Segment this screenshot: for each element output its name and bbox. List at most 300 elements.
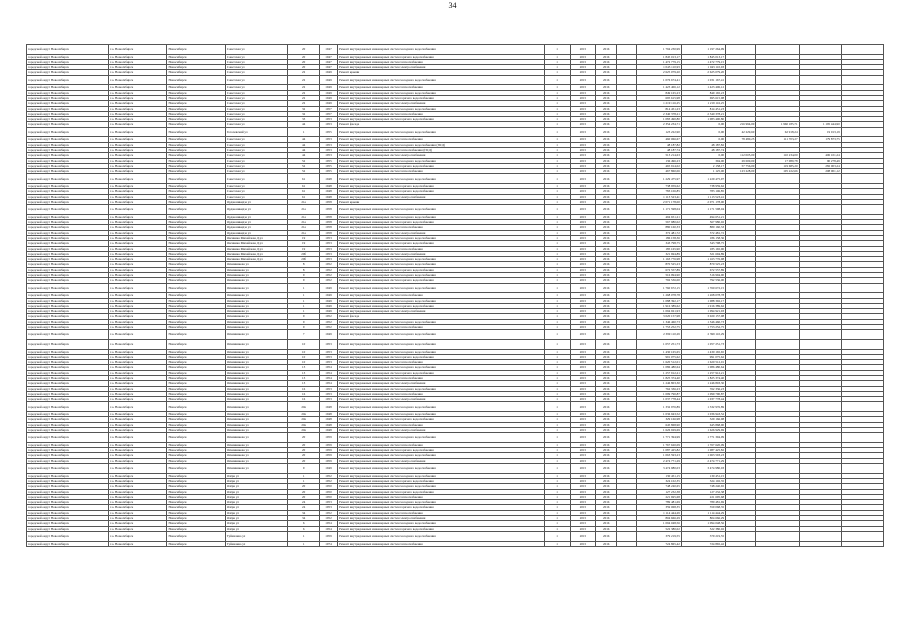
house-number-cell: 8 [288,267,319,272]
street-cell: Озёрн ул [225,489,288,494]
work-type-cell: Ремонт внутридомовых инженерных систем теплоснабжения [338,169,544,174]
fund-cost-cell: 1 114 444,29 [681,510,725,515]
extra-cost-3-cell [799,283,841,293]
extra-cost-1-cell [726,339,756,349]
house-number-cell: 10 [288,339,319,349]
work-type-cell: Ремонт внутридомовых инженерных систем холодного водоснабжения [338,339,544,349]
fund-cost-cell: 1 219 116,25 [681,101,725,106]
start-year-cell: 2015 [570,330,596,340]
total-cost-cell: 3 020 157,98 [637,314,681,319]
town-cell: Новосибирск [167,381,225,386]
work-type-cell: Ремонт внутридомовых инженерных систем холодного водоснабжения [338,75,544,85]
municipality-cell: городской округ Новосибирск [27,360,109,365]
end-year-cell: 2016 [596,427,617,432]
fund-cost-cell: 1 086 480,64 [681,365,725,370]
municipality-cell: городской округ Новосибирск [27,153,109,158]
work-type-cell: Ремонт внутридомовых инженерных систем электроснабжения [338,381,544,386]
municipality-cell: городской округ Новосибирск [27,303,109,308]
street-cell: Овчинникова ул [225,354,288,359]
town-cell: Новосибирск [167,412,225,417]
end-year-cell: 2016 [596,158,617,163]
end-year-cell: 2016 [596,59,617,64]
start-year-cell: 2015 [570,422,596,427]
extra-cost-3-cell [799,330,841,340]
count-cell: 1 [544,101,570,106]
extra-cost-1-cell: 57 756,00 [726,163,756,168]
year-cell: 1953 [319,386,337,391]
count-cell: 1 [544,75,570,85]
work-type-cell: Ремонт внутридомовых инженерных систем холодного водоснабжения [338,205,544,215]
fund-cost-cell: 1 246 803,30 [681,381,725,386]
total-cost-cell: 1 626 929,69 [637,427,681,432]
year-cell: 1953 [319,505,337,510]
start-year-cell: 2015 [570,376,596,381]
year-cell: 1949 [319,101,337,106]
fund-cost-cell: 394,00 [681,158,725,163]
total-cost-cell: 748 240,65 [637,484,681,489]
end-year-cell: 2016 [596,70,617,75]
year-cell: 1953 [319,137,337,142]
fund-cost-cell: 1 332 976,89 [681,402,725,412]
year-cell: 1953 [319,153,337,158]
count-cell: 1 [544,142,570,147]
total-cost-cell: 1 771 394,99 [637,433,681,443]
total-cost-cell: 880 160,33 [637,225,681,230]
street-cell: Овчинникова ул [225,349,288,354]
end-year-cell: 2016 [596,319,617,324]
count-cell: 1 [544,85,570,90]
town-cell: Новосибирск [167,309,225,314]
town-cell: Новосибирск [167,325,225,330]
town-cell: Новосибирск [167,541,225,546]
fund-cost-cell: 516 994,90 [681,273,725,278]
work-type-cell: Ремонт внутридомовых инженерных систем горячего водоснабжения [338,303,544,308]
extra-cost-2-cell: 105 222,66 [756,169,799,174]
end-year-cell: 2016 [596,137,617,142]
district-cell: г.о. Новосибирск [109,376,167,381]
year-cell: 1953 [319,235,337,240]
fund-cost-cell: 792 536,00 [681,278,725,283]
district-cell: г.о. Новосибирск [109,314,167,319]
work-type-cell: Ремонт внутридомовых инженерных систем горячего водоснабжения [338,189,544,194]
house-number-cell: 1 [288,293,319,298]
town-cell: Новосибирск [167,246,225,251]
house-number-cell: 19 [288,235,319,240]
count-cell: 1 [544,412,570,417]
extra-cost-1-cell [726,531,756,541]
total-cost-cell: 1 760 672,15 [637,283,681,293]
house-number-cell: 20а [288,422,319,427]
year-cell: 1947 [319,54,337,59]
extra-cost-2-cell [756,330,799,340]
total-cost-cell: 372 481,72 [637,230,681,235]
work-type-cell: Ремонт внутридомовых инженерных систем теплоснабжения [338,85,544,90]
year-cell: 1953 [319,354,337,359]
street-cell: Орджоникидзе ул [225,230,288,235]
district-cell: г.о. Новосибирск [109,70,167,75]
year-cell: 1952 [319,267,337,272]
fund-cost-cell: 695 615,98 [681,95,725,100]
street-cell: Советская ул [225,117,288,122]
fund-cost-cell: 1 423 406,12 [681,85,725,90]
work-type-cell: Ремонт крыши [338,70,544,75]
table-row [27,205,884,215]
start-year-cell: 2015 [570,75,596,85]
house-number-cell: 61 [288,189,319,194]
street-cell: Овчинникова ул [225,360,288,365]
end-year-cell: 2016 [596,75,617,85]
extra-cost-3-cell [799,433,841,443]
total-cost-cell: 1 229 475,97 [637,174,681,184]
count-cell: 1 [544,339,570,349]
street-cell: Овчинникова ул [225,283,288,293]
street-cell: Озёрн ул [225,473,288,478]
town-cell: Новосибирск [167,319,225,324]
work-type-cell: Ремонт внутридомовых инженерных систем теплоснабжения [338,293,544,298]
end-year-cell: 2016 [596,54,617,59]
start-year-cell: 2015 [570,137,596,142]
table-row [27,541,884,546]
town-cell: Новосибирск [167,339,225,349]
town-cell: Новосибирск [167,122,225,127]
town-cell: Новосибирск [167,500,225,505]
table-row [27,283,884,293]
municipality-cell: городской округ Новосибирск [27,422,109,427]
house-number-cell: 52 [288,163,319,168]
district-cell: г.о. Новосибирск [109,122,167,127]
municipality-cell: городской округ Новосибирск [27,541,109,546]
district-cell: г.о. Новосибирск [109,117,167,122]
end-year-cell: 2016 [596,354,617,359]
fund-cost-cell: 1 125,00 [681,169,725,174]
year-cell: 1948 [319,174,337,184]
start-year-cell: 2015 [570,147,596,152]
start-year-cell: 2015 [570,246,596,251]
municipality-cell: городской округ Новосибирск [27,147,109,152]
blank-cell [616,339,637,349]
district-cell: г.о. Новосибирск [109,147,167,152]
municipality-cell: городской округ Новосибирск [27,95,109,100]
end-year-cell: 2016 [596,220,617,225]
start-year-cell: 2015 [570,241,596,246]
street-cell: Овчинникова ул [225,267,288,272]
fund-cost-cell: 1 268 078,78 [681,293,725,298]
house-number-cell: 16 [288,386,319,391]
count-cell: 1 [544,526,570,531]
town-cell: Новосибирск [167,194,225,199]
end-year-cell: 2016 [596,339,617,349]
street-cell: Овчинникова ул [225,293,288,298]
district-cell: г.о. Новосибирск [109,194,167,199]
municipality-cell: городской округ Новосибирск [27,283,109,293]
count-cell: 1 [544,246,570,251]
end-year-cell: 2016 [596,365,617,370]
municipality-cell: городской округ Новосибирск [27,106,109,111]
start-year-cell: 2015 [570,111,596,116]
total-cost-cell: 1 171 598,04 [637,205,681,215]
house-number-cell: 44 [288,147,319,152]
start-year-cell: 2015 [570,117,596,122]
total-cost-cell: 1 094 921,93 [637,309,681,314]
count-cell: 1 [544,516,570,521]
fund-cost-cell: 2 158,17 [681,163,725,168]
end-year-cell: 2016 [596,391,617,396]
house-number-cell: 1 [288,541,319,546]
start-year-cell: 2015 [570,205,596,215]
count-cell: 1 [544,251,570,256]
start-year-cell: 2015 [570,521,596,526]
district-cell: г.о. Новосибирск [109,163,167,168]
total-cost-cell: 1 916 389,62 [637,303,681,308]
house-number-cell: 13 [288,381,319,386]
district-cell: г.о. Новосибирск [109,225,167,230]
fund-cost-cell: 1 257 912,21 [681,370,725,375]
municipality-cell: городской округ Новосибирск [27,194,109,199]
house-number-cell: 20 [288,433,319,443]
start-year-cell: 2015 [570,427,596,432]
street-cell: Овсяника Михайлова Д.ул [225,235,288,240]
year-cell: 1947 [319,65,337,70]
work-type-cell: Ремонт внутридомовых инженерных систем горячего водоснабжения [338,278,544,283]
district-cell: г.о. Новосибирск [109,59,167,64]
fund-cost-cell: 738 959,62 [681,184,725,189]
town-cell: Новосибирск [167,458,225,463]
fund-cost-cell: 1 229 475,97 [681,174,725,184]
municipality-cell: городской округ Новосибирск [27,442,109,447]
end-year-cell: 2016 [596,314,617,319]
municipality-cell: городской округ Новосибирск [27,158,109,163]
town-cell: Новосибирск [167,354,225,359]
extra-cost-1-cell [726,205,756,215]
start-year-cell: 2015 [570,194,596,199]
district-cell: г.о. Новосибирск [109,484,167,489]
end-year-cell: 2016 [596,376,617,381]
district-cell: г.о. Новосибирск [109,75,167,85]
work-type-cell: Ремонт внутридомовых инженерных систем горячего водоснабжения [338,117,544,122]
year-cell: 1953 [319,339,337,349]
house-number-cell: 21а [288,205,319,215]
extra-cost-1-cell: 78 480,25 [726,137,756,142]
start-year-cell: 2015 [570,464,596,474]
total-cost-cell: 1 087 425,82 [637,448,681,453]
town-cell: Новосибирск [167,433,225,443]
total-cost-cell: 465 914,02 [637,163,681,168]
end-year-cell: 2016 [596,199,617,204]
start-year-cell: 2015 [570,174,596,184]
count-cell: 1 [544,153,570,158]
count-cell: 1 [544,376,570,381]
house-number-cell: 52 [288,169,319,174]
year-cell: 1959 [319,453,337,458]
start-year-cell: 2015 [570,262,596,267]
count-cell: 1 [544,267,570,272]
street-cell: Овчинникова ул [225,365,288,370]
year-cell: 1954 [319,370,337,375]
end-year-cell: 2016 [596,95,617,100]
street-cell: Советская ул [225,85,288,90]
blank-cell [616,174,637,184]
extra-cost-3-cell: 282 003,24 [799,163,841,168]
town-cell: Новосибирск [167,370,225,375]
start-year-cell: 2015 [570,283,596,293]
district-cell: г.о. Новосибирск [109,262,167,267]
start-year-cell: 2015 [570,45,596,55]
district-cell: г.о. Новосибирск [109,267,167,272]
extra-cost-3-cell [799,464,841,474]
work-type-cell: Ремонт внутридомовых инженерных систем горячего водоснабжения [338,489,544,494]
end-year-cell: 2016 [596,111,617,116]
district-cell: г.о. Новосибирск [109,169,167,174]
house-number-cell: 20 [288,442,319,447]
work-type-cell: Ремонт внутридомовых инженерных систем холодного водоснабжения [338,90,544,95]
town-cell: Новосибирск [167,153,225,158]
street-cell: Овчинникова ул [225,262,288,267]
extra-cost-2-cell [756,75,799,85]
district-cell: г.о. Новосибирск [109,500,167,505]
start-year-cell: 2015 [570,101,596,106]
house-number-cell: 20 [288,59,319,64]
work-type-cell: Ремонт внутридомовых инженерных систем электроснабжения [338,458,544,463]
street-cell: Овчинникова ул [225,427,288,432]
total-cost-cell: 343 798,75 [637,241,681,246]
municipality-cell: городской округ Новосибирск [27,319,109,324]
house-number-cell: 1 [288,298,319,303]
start-year-cell: 2015 [570,59,596,64]
extra-cost-4-cell [841,45,883,55]
total-cost-cell: 494 651,21 [637,214,681,219]
end-year-cell: 2016 [596,169,617,174]
year-cell: 1952 [319,478,337,483]
count-cell: 1 [544,111,570,116]
house-number-cell: 9 [288,273,319,278]
year-cell: 1957 [319,111,337,116]
year-cell: 1959 [319,442,337,447]
total-cost-cell: 1 043 110,93 [637,65,681,70]
town-cell: Новосибирск [167,478,225,483]
fund-cost-cell: 1 099 790,87 [681,391,725,396]
work-type-cell: Ремонт внутридомовых инженерных систем горячего водоснабжения [338,417,544,422]
start-year-cell: 2015 [570,273,596,278]
town-cell: Новосибирск [167,220,225,225]
work-type-cell: Ремонт внутридомовых инженерных систем теплоснабжения [338,360,544,365]
end-year-cell: 2016 [596,122,617,127]
municipality-cell: городской округ Новосибирск [27,262,109,267]
district-cell: г.о. Новосибирск [109,246,167,251]
street-cell: Овчинникова ул [225,412,288,417]
district-cell: г.о. Новосибирск [109,391,167,396]
street-cell: Озёрн ул [225,526,288,531]
count-cell: 1 [544,531,570,541]
total-cost-cell: 2 071 178,00 [637,199,681,204]
end-year-cell: 2016 [596,147,617,152]
work-type-cell: Ремонт внутридомовых инженерных систем электроснабжения [338,427,544,432]
extra-cost-2-cell [756,531,799,541]
count-cell: 1 [544,402,570,412]
total-cost-cell: 185 165,90 [637,246,681,251]
year-cell: 1948 [319,412,337,417]
year-cell: 1948 [319,402,337,412]
house-number-cell: 22 [288,101,319,106]
start-year-cell: 2015 [570,142,596,147]
fund-cost-cell: 0,00 [681,137,725,142]
start-year-cell: 2015 [570,391,596,396]
street-cell: Овсяника Михайлова Д.ул [225,257,288,262]
fund-cost-cell: 1 037 778,44 [681,397,725,402]
house-number-cell: 22 [288,70,319,75]
house-number-cell: 21а [288,199,319,204]
count-cell: 1 [544,95,570,100]
end-year-cell: 2016 [596,494,617,499]
year-cell: 1953 [319,246,337,251]
house-number-cell: 19 [288,241,319,246]
total-cost-cell: 1 257 912,21 [637,370,681,375]
house-number-cell: 44 [288,137,319,142]
year-cell: 1949 [319,75,337,85]
town-cell: Новосибирск [167,85,225,90]
fund-cost-cell: 762 336,23 [681,386,725,391]
street-cell: Овчинникова ул [225,422,288,427]
extra-cost-4-cell [841,339,883,349]
count-cell: 1 [544,230,570,235]
total-cost-cell: 792 536,00 [637,278,681,283]
year-cell: 1952 [319,262,337,267]
municipality-cell: городской округ Новосибирск [27,516,109,521]
municipality-cell: городской округ Новосибирск [27,309,109,314]
town-cell: Новосибирск [167,75,225,85]
municipality-cell: городской округ Новосибирск [27,184,109,189]
count-cell: 1 [544,391,570,396]
start-year-cell: 2015 [570,397,596,402]
municipality-cell: городской округ Новосибирск [27,458,109,463]
extra-cost-2-cell [756,464,799,474]
fund-cost-cell: 1 916 389,62 [681,303,725,308]
fund-cost-cell: 3 020 157,98 [681,314,725,319]
total-cost-cell: 1 163 776,98 [637,257,681,262]
table-row [27,174,884,184]
district-cell: г.о. Новосибирск [109,283,167,293]
total-cost-cell: 3 474 980,03 [637,464,681,474]
municipality-cell: городской округ Новосибирск [27,127,109,137]
year-cell: 1953 [319,122,337,127]
extra-cost-3-cell: 90 278,49 [799,158,841,163]
end-year-cell: 2016 [596,251,617,256]
street-cell: Овчинникова ул [225,309,288,314]
street-cell: Орджоникидзе ул [225,214,288,219]
end-year-cell: 2016 [596,230,617,235]
work-type-cell: Ремонт внутридомовых инженерных систем электроснабжения [338,251,544,256]
start-year-cell: 2015 [570,214,596,219]
district-cell: г.о. Новосибирск [109,65,167,70]
start-year-cell: 2015 [570,169,596,174]
extra-cost-4-cell [841,283,883,293]
house-number-cell: 61 [288,174,319,184]
end-year-cell: 2016 [596,464,617,474]
blank-cell [616,205,637,215]
town-cell: Новосибирск [167,45,225,55]
work-type-cell: Ремонт внутридомовых инженерных систем холодного водоснабжения [338,464,544,474]
count-cell: 1 [544,427,570,432]
fund-cost-cell: 2 071 178,00 [681,199,725,204]
street-cell: Овсяника Михайлова Д.ул [225,241,288,246]
count-cell: 1 [544,397,570,402]
year-cell: 1949 [319,298,337,303]
total-cost-cell: 516 994,90 [637,273,681,278]
work-type-cell: Ремонт внутридомовых инженерных систем холодного водоснабжения [338,158,544,163]
town-cell: Новосибирск [167,158,225,163]
total-cost-cell: 1 845 013,17 [637,54,681,59]
start-year-cell: 2015 [570,473,596,478]
house-number-cell: 10 [288,360,319,365]
